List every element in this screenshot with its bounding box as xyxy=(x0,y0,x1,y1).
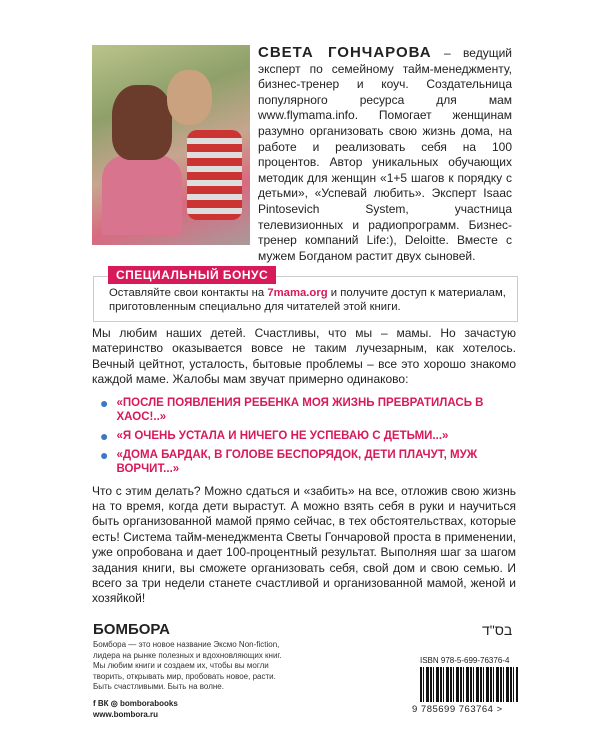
quote-list xyxy=(100,396,516,476)
body-paragraph: Что с этим делать? Можно сдаться и «забить» на все, отложив свою жизнь на то время, когда дети вырастут. А можно взять себя в руки и научиться быть организованной мамой прямо сейчас, в тех обстоятельствах, которые есть! Система тайм-менеджмента Светы Гончаровой проста в применении, уже опробована и дает 100-процентный результат. Выполняя шаг за шагом задания книги, вы сможете организовать себя, свой дом и свою семью. И всего за три недели станете счастливой и организованной мамой, женой и хозяйкой! xyxy=(92,483,516,606)
about-line: лидера на рынке полезных и вдохновляющих книг. xyxy=(93,650,282,660)
barcode-number: 9 785699 763764 > xyxy=(412,704,503,715)
quote-text: «Я ОЧЕНЬ УСТАЛА И НИЧЕГО НЕ УСПЕВАЮ С ДЕТЬМИ...» xyxy=(116,429,449,442)
quote-text: «ПОСЛЕ ПОЯВЛЕНИЯ РЕБЕНКА МОЯ ЖИЗНЬ ПРЕВРАТИЛАСЬ В ХАОС!..» xyxy=(116,396,484,423)
bonus-text-after: и получите доступ к материалам, приготовленным специально для читателей этой книги. xyxy=(109,287,506,313)
about-line: Мы любим книги и создаем их, чтобы вы могли xyxy=(93,661,269,670)
author-bio xyxy=(258,45,512,264)
quote-text: «ДОМА БАРДАК, В ГОЛОВЕ БЕСПОРЯДОК, ДЕТИ ПЛАЧУТ, МУЖ ВОРЧИТ...» xyxy=(116,448,478,475)
quote-item xyxy=(100,396,516,424)
bonus-text-before: Оставляйте свои контакты на xyxy=(109,287,268,299)
author-bio-text: – ведущий эксперт по семейному тайм-менеджменту, бизнес-тренер и коуч. Создательница популярного ресурса для мам www.flymama.info. Помогает женщинам разумно организовать свою жизнь дома, на работе и реализовать себя на 100 процентов. Автор уникальных обучающих методик для женщин «1+5 шагов к порядку с детьми», «Успевай любить». Эксперт Isaac Pintosevich System, участница телевизионных и радиопрограмм. Бизнес-тренер компаний Life:), Deloitte. Вместе с мужем Богданом растит двух сыновей. xyxy=(258,46,512,263)
main-text-column xyxy=(92,326,516,607)
about-line: Бомбора — это новое название Эксмо Non-fiction, xyxy=(93,640,280,649)
about-line: творить, открывать мир, пробовать новое, расти. xyxy=(93,671,276,681)
hebrew-mark: בס"ד xyxy=(482,622,513,638)
isbn: ISBN 978-5-699-76376-4 xyxy=(420,656,510,665)
intro-paragraph: Мы любим наших детей. Счастливы, что мы – мамы. Но зачастую материнство оказывается вовсе не таким лучезарным, как хотелось. Вечный цейтнот, усталость, бытовые проблемы – все это хорошо знакомо каждой маме. Жалобы мам звучат примерно одинаково: xyxy=(92,326,516,387)
website-link[interactable]: www.bombora.ru xyxy=(93,710,159,719)
social-handle[interactable]: bomborabooks xyxy=(119,699,178,708)
bullet-icon: ● xyxy=(100,394,109,411)
publisher-logo: БОМБОРА xyxy=(93,621,170,638)
about-line: Быть счастливыми. Быть на волне. xyxy=(93,682,224,691)
social-icons[interactable]: f ВК ◎ xyxy=(93,699,118,708)
publisher-about xyxy=(93,640,282,693)
author-photo xyxy=(92,45,250,245)
bullet-icon: ● xyxy=(100,446,109,463)
social-links xyxy=(93,698,178,720)
bonus-text xyxy=(109,286,514,314)
bullet-icon: ● xyxy=(100,427,109,444)
bonus-tag: СПЕЦИАЛЬНЫЙ БОНУС xyxy=(108,266,276,284)
quote-item xyxy=(100,429,516,443)
quote-item xyxy=(100,448,516,476)
bonus-link[interactable]: 7mama.org xyxy=(267,287,328,299)
author-name: СВЕТА ГОНЧАРОВА xyxy=(258,44,432,61)
barcode xyxy=(420,667,518,702)
